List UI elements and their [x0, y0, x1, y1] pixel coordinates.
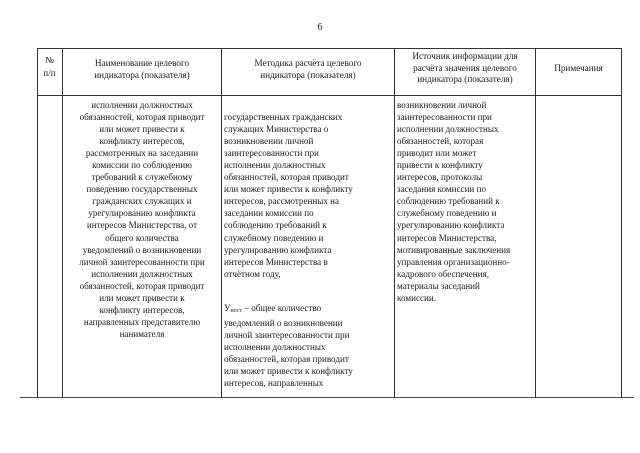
column-divider	[221, 48, 222, 397]
method-text-part-1: государственных гражданских служащих Министерства о возникновении личной заинтересованности при исполнении должностных обязанностей, которая приводит или может привести к конфликту интересов, рассмотренных на заседании комиссии по соблюдению требований к служебному поведению и урегулированию конфликта интересов Министерства в отчётном году,	[224, 112, 353, 279]
method-symbol-subscript: ност	[230, 307, 243, 314]
cell-calculation-method	[224, 99, 393, 389]
cell-information-source: возникновении личной заинтересованности при исполнении должностных обязанностей, которая приводит или может привести к конфликту интересов, протоколы заседания комиссии по соблюдению требований к служебному поведению и урегулированию конфликта интересов Министерства, мотивированные заключения управления организационно- кадрового обеспечения, материалы заседаний комиссии.	[397, 100, 511, 303]
header-number: № п/п	[43, 55, 56, 78]
table-right-border	[621, 48, 622, 397]
column-divider	[394, 48, 395, 397]
cell-indicator-name: исполнении должностных обязанностей, которая приводит или может привести к конфликту интересов, рассмотренных на заседании комиссии по соблюдению требований к служебному поведению государственных гражданских служащих и урегулированию конфликта интересов Министерства, от общего количества уведомлений о возникновении личной заинтересованности при исполнении должностных обязанностей, которая приводит или может привести к конфликту интересов, направленных представителю нанимателя	[79, 100, 205, 339]
method-symbol: У	[224, 302, 231, 313]
method-text-part-2: – общее количество уведомлений о возникновении личной заинтересованности при исполнении должностных обязанностей, которая приводит или может привести к конфликту интересов, направленных	[224, 302, 353, 389]
header-information-source: Источник информации для расчёта значения целевого индикатора (показателя)	[412, 51, 518, 84]
page-number: 6	[317, 22, 323, 33]
header-notes: Примечания	[554, 63, 603, 73]
table-left-border	[37, 48, 38, 397]
page-bottom-rule	[20, 397, 634, 398]
indicator-table	[37, 48, 622, 397]
header-indicator-name: Наименование целевого индикатора (показателя)	[94, 58, 190, 80]
column-divider	[62, 48, 63, 397]
header-calculation-method: Методика расчёта целевого индикатора (показателя)	[254, 58, 362, 80]
column-divider	[535, 48, 536, 397]
